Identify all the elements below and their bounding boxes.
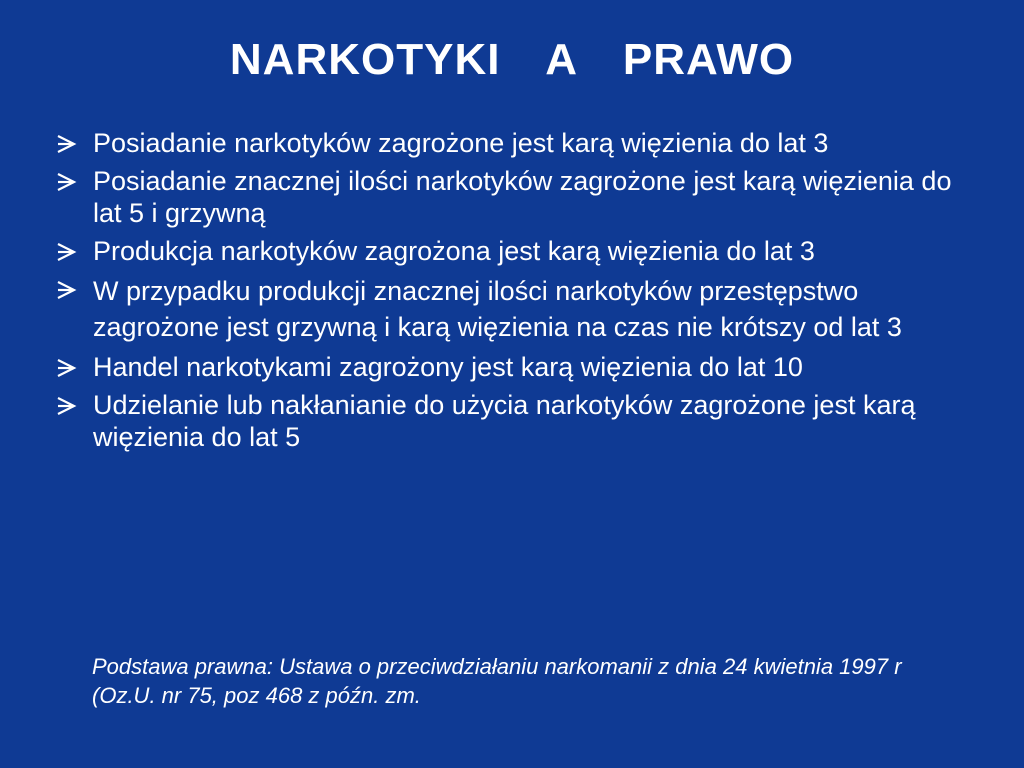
arrow-bullet-icon bbox=[56, 396, 78, 416]
arrow-bullet-icon bbox=[56, 172, 78, 192]
arrow-bullet-icon bbox=[56, 134, 78, 154]
arrow-bullet-icon bbox=[56, 358, 78, 378]
bullet-list bbox=[56, 127, 966, 459]
bullet-text: Handel narkotykami zagrożony jest karą więzienia do lat 10 bbox=[93, 352, 803, 382]
bullet-text: Posiadanie znacznej ilości narkotyków zagrożone jest karą więzienia do lat 5 i grzywną bbox=[93, 166, 952, 228]
bullet-item bbox=[56, 389, 966, 453]
legal-basis-footnote bbox=[62, 652, 942, 710]
arrow-bullet-icon bbox=[56, 242, 78, 262]
bullet-item bbox=[56, 235, 966, 267]
arrow-bullet-icon bbox=[56, 280, 78, 300]
footnote-text: Podstawa prawna: Ustawa o przeciwdziałaniu narkomanii z dnia 24 kwietnia 1997 r (Oz.U. nr 75, poz 468 z późn. zm. bbox=[92, 654, 902, 708]
bullet-item bbox=[56, 351, 966, 383]
bullet-text: W przypadku produkcji znacznej ilości narkotyków przestępstwo zagrożone jest grzywną i karą więzienia na czas nie krótszy od lat 3 bbox=[93, 276, 902, 342]
bullet-text: Udzielanie lub nakłanianie do użycia narkotyków zagrożone jest karą więzienia do lat 5 bbox=[93, 390, 916, 452]
bullet-item bbox=[56, 165, 966, 229]
bullet-text: Posiadanie narkotyków zagrożone jest karą więzienia do lat 3 bbox=[93, 128, 829, 158]
bullet-item bbox=[56, 273, 966, 345]
slide-title: NARKOTYKI A PRAWO bbox=[229, 35, 795, 84]
bullet-text: Produkcja narkotyków zagrożona jest karą więzienia do lat 3 bbox=[93, 236, 815, 266]
bullet-item bbox=[56, 127, 966, 159]
